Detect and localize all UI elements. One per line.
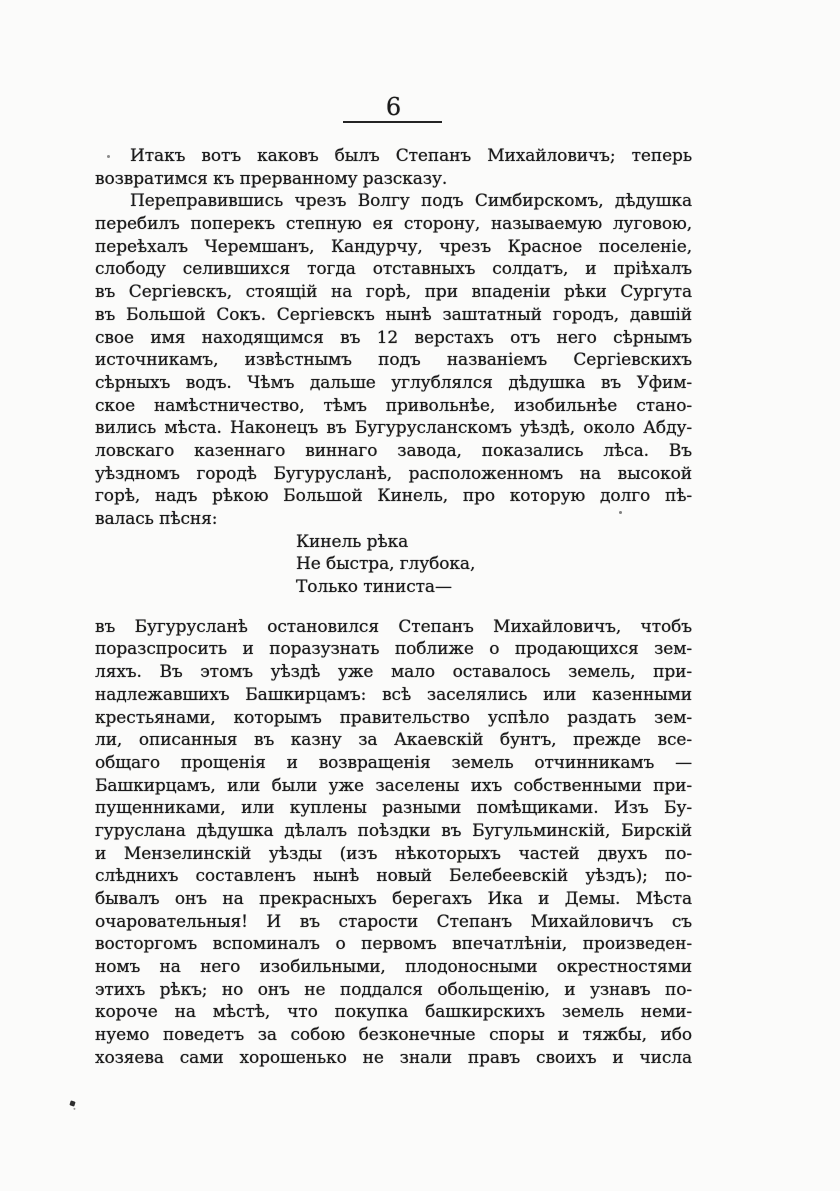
text-line: свое имя находящимся въ 12 верстахъ отъ него сѣрнымъ	[95, 327, 692, 348]
header-rule	[343, 121, 442, 123]
text-line: Башкирцамъ, или были уже заселены ихъ собственными при-	[95, 775, 692, 796]
text-line: крестьянами, которымъ правительство успѣло раздать зем-	[95, 707, 692, 728]
text-line: возвратимся къ прерванному разсказу.	[95, 168, 448, 189]
text-line: и Мензелинскій уѣзды (изъ нѣкоторыхъ частей двухъ по-	[95, 843, 692, 864]
text-line: поразспросить и поразузнать поближе о продающихся зем-	[95, 639, 692, 660]
text-line: сѣрныхъ водъ. Чѣмъ дальше углублялся дѣдушка въ Уфим-	[95, 372, 692, 393]
text-line: источникамъ, извѣстнымъ подъ названіемъ Сергіевскихъ	[95, 350, 692, 371]
text-line: ское намѣстничество, тѣмъ привольнѣе, изобильнѣе стано-	[95, 395, 692, 416]
text-line: слободу селившихся тогда отставныхъ солдатъ, и пріѣхалъ	[95, 259, 692, 280]
text-line: уѣздномъ городѣ Бугурусланѣ, расположенномъ на высокой	[95, 463, 692, 484]
text-line: Только тиниста—	[296, 577, 452, 598]
text-line: короче на мѣстѣ, что покупка башкирскихъ земель неми-	[95, 1002, 692, 1023]
text-line: нуемо поведетъ за собою безконечные споры и тяжбы, ибо	[95, 1025, 692, 1046]
text-line: надлежавшихъ Башкирцамъ: всѣ заселялись или казенными	[95, 684, 692, 705]
text-line: этихъ рѣкъ; но онъ не поддался обольщенію, и узнавъ по-	[95, 979, 692, 1000]
text-line: перебилъ поперекъ степную ея сторону, называемую луговою,	[95, 214, 692, 235]
text-line: горѣ, надъ рѣкою Большой Кинель, про которую долго пѣ-	[95, 486, 692, 507]
text-line: пущенниками, или куплены разными помѣщиками. Изъ Бу-	[95, 798, 692, 819]
ink-speck	[619, 511, 622, 514]
text-line: хозяева сами хорошенько не знали правъ своихъ и числа	[95, 1047, 692, 1068]
text-line: восторгомъ вспоминалъ о первомъ впечатлѣніи, произведен-	[95, 934, 692, 955]
text-line: ловскаго казеннаго виннаго завода, показались лѣса. Въ	[95, 440, 692, 461]
text-line: гуруслана дѣдушка дѣлалъ поѣздки въ Бугульминскій, Бирскій	[95, 820, 692, 841]
text-line: Кинель рѣка	[296, 531, 409, 552]
text-line: въ Сергіевскъ, стоящій на горѣ, при впаденіи рѣки Сургута	[95, 282, 692, 303]
ink-speck	[69, 1100, 75, 1106]
text-column	[95, 145, 692, 1070]
text-line: переѣхалъ Черемшанъ, Кандурчу, чрезъ Красное поселеніе,	[95, 236, 692, 257]
text-line: въ Большой Сокъ. Сергіевскъ нынѣ заштатный городъ, давшій	[95, 304, 692, 325]
text-line: общаго прощенія и возвращенія земель отчинникамъ —	[95, 752, 692, 773]
text-line: Итакъ вотъ каковъ былъ Степанъ Михайловичъ; теперь	[130, 146, 692, 166]
text-line: ли, описанныя въ казну за Акаевскій бунтъ, прежде все-	[95, 730, 692, 751]
text-line: очаровательныя! И въ старости Степанъ Михайловичъ съ	[95, 911, 692, 932]
page-number: 6	[385, 93, 402, 121]
text-line: номъ на него изобильными, плодоносными окрестностями	[95, 957, 692, 978]
text-line: Не быстра, глубока,	[296, 554, 476, 575]
text-line: Переправившись чрезъ Волгу подъ Симбирскомъ, дѣдушка	[130, 191, 692, 212]
text-line: слѣднихъ составленъ нынѣ новый Белебеевскій уѣздъ); по-	[95, 866, 692, 887]
text-line: въ Бугурусланѣ остановился Степанъ Михайловичъ, чтобъ	[95, 616, 692, 637]
text-line: бывалъ онъ на прекрасныхъ берегахъ Ика и Демы. Мѣста	[95, 889, 692, 909]
text-line: ляхъ. Въ этомъ уѣздѣ уже мало оставалось земель, при-	[95, 662, 692, 683]
text-line: валась пѣсня:	[95, 509, 218, 529]
text-line: вились мѣста. Наконецъ въ Бугурусланскомъ уѣздѣ, около Абду-	[95, 418, 692, 439]
ink-speck	[107, 155, 110, 158]
